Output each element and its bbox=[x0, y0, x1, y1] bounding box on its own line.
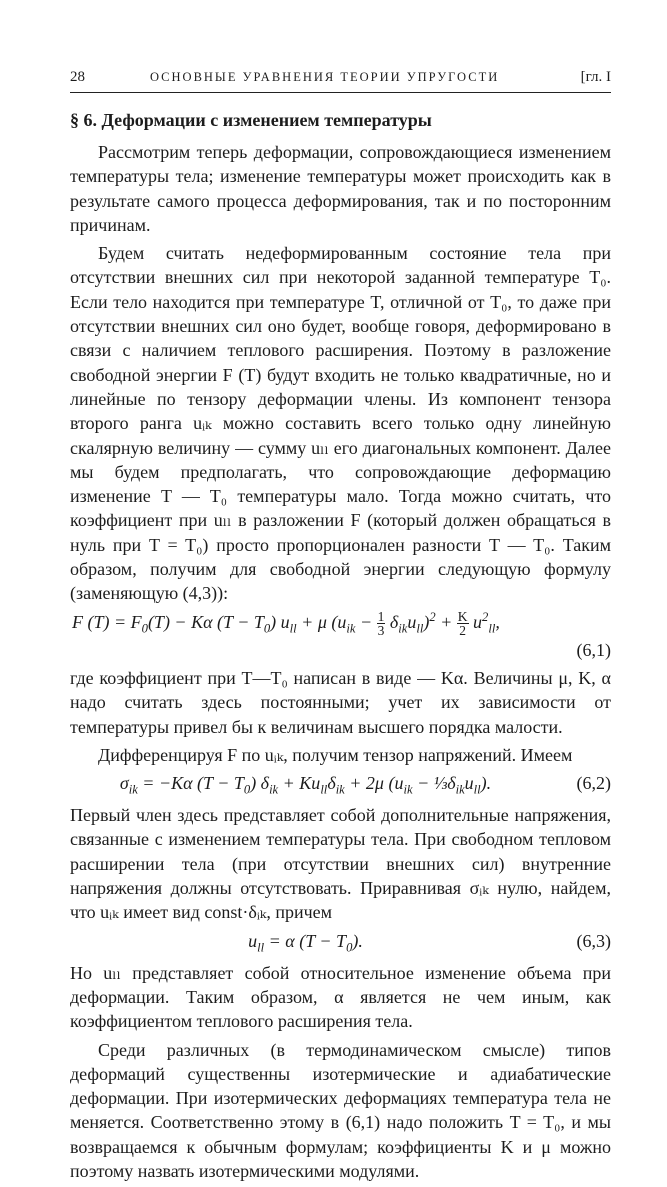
equation-6-2-formula: $\sigma_{ik} = -K\alpha$ $(T - T_0)$ $\delta_{ik} + Ku_{ll}\delta_{ik} + 2\mu$ ($u_{ik}$ − $\frac{1}{3}\delta_{ik}u_{ll}$). bbox=[119, 773, 492, 797]
page-number: 28 bbox=[70, 69, 85, 85]
chapter-marker: [гл. I bbox=[580, 69, 611, 85]
equation-6-3-formula: $u_{ll} = \alpha$ $(T - T_0)$. bbox=[248, 930, 363, 955]
equation-6-2-number: (6,2) bbox=[576, 773, 611, 794]
paragraph-volume-change: Но uₗₗ представляет собой относительное изменение объема при деформации. Таким образом, α является не чем иным, как коэффициентом теплового расширения тела. bbox=[70, 962, 611, 1032]
equation-6-3-number: (6,3) bbox=[576, 930, 611, 951]
paragraph-differentiate: Дифференцируя F по uᵢₖ, получим тензор напряжений. Имеем bbox=[98, 744, 573, 765]
equation-6-1 bbox=[72, 610, 611, 640]
paragraph-first-term: Первый член здесь представляет собой дополнительные напряжения, связанные с изменением температуры тела. При свободном тепловом расширении тела (при отсутствии внешних сил) внутренние напряжения должны отсутствовать. Приравнивая σᵢₖ нулю, найдем, что uᵢₖ имеет вид const·δᵢₖ, причем bbox=[70, 805, 611, 923]
paragraph-coefficients: где коэффициент при T—T₀ написан в виде — Kα. Величины μ, K, α надо считать здесь постоянными; учет их зависимости от температуры привел бы к величинам высшего порядка малости. bbox=[70, 667, 611, 737]
section-heading: § 6. Деформации с изменением температуры bbox=[70, 110, 432, 130]
paragraph-isothermal: Среди различных (в термодинамическом смысле) типов деформаций существенны изотермические и адиабатические деформации. При изотермических деформациях температура тела не меняется. Соответственно этому в (6,1) надо положить T = T₀, и мы возвращаемся к обычным формулам; коэффициенты K и μ можно поэтому назвать изотермическими модулями. bbox=[70, 1039, 611, 1181]
paragraph-free-energy: Будем считать недеформированным состояние тела при отсутствии внешних сил при некоторой заданной температуре T₀. Если тело находится при температуре T, отличной от T₀, то даже при отсутствии внешних сил оно будет, вообще говоря, деформировано в связи с наличием теплового расширения. Поэтому в разложение свободной энергии F (T) будут входить не только квадратичные, но и линейные по тензору деформации члены. Из компонент тензора второго ранга uᵢₖ можно составить всего только одну линейную скалярную величину — сумму uₗₗ его диагональных компонент. Далее мы будем предполагать, что сопровождающие деформацию изменение T — T₀ температуры мало. Тогда можно считать, что коэффициент при uₗₗ в разложении F (который должен обращаться в нуль при T = T₀) просто пропорционален разности T — T₀. Таким образом, получим для свободной энергии следующую формулу (заменяющую (4,3)): bbox=[70, 243, 611, 604]
equation-6-1-number: (6,1) bbox=[576, 639, 611, 660]
running-title: ОСНОВНЫЕ УРАВНЕНИЯ ТЕОРИИ УПРУГОСТИ bbox=[150, 70, 500, 84]
text-body bbox=[70, 140, 611, 1187]
page-header bbox=[70, 62, 611, 93]
equation-6-1-formula: F $(T) = F_0(T) - K\alpha$ $(T - T_0)$ $u_{ll} + \mu$ ($u_{ik}$ − $\frac{1}{3}$ $\delta_{ik}u_{ll})^2$ + $\frac{K}{2}$ $u^2_{ll}$, bbox=[72, 608, 500, 639]
paragraph-intro: Рассмотрим теперь деформации, сопровождающиеся изменением температуры тела; изменение температуры может происходить как в результате самого процесса деформирования, так и по посторонним причинам. bbox=[70, 142, 611, 235]
equation-6-2 bbox=[70, 771, 611, 801]
equation-6-3 bbox=[70, 929, 611, 959]
